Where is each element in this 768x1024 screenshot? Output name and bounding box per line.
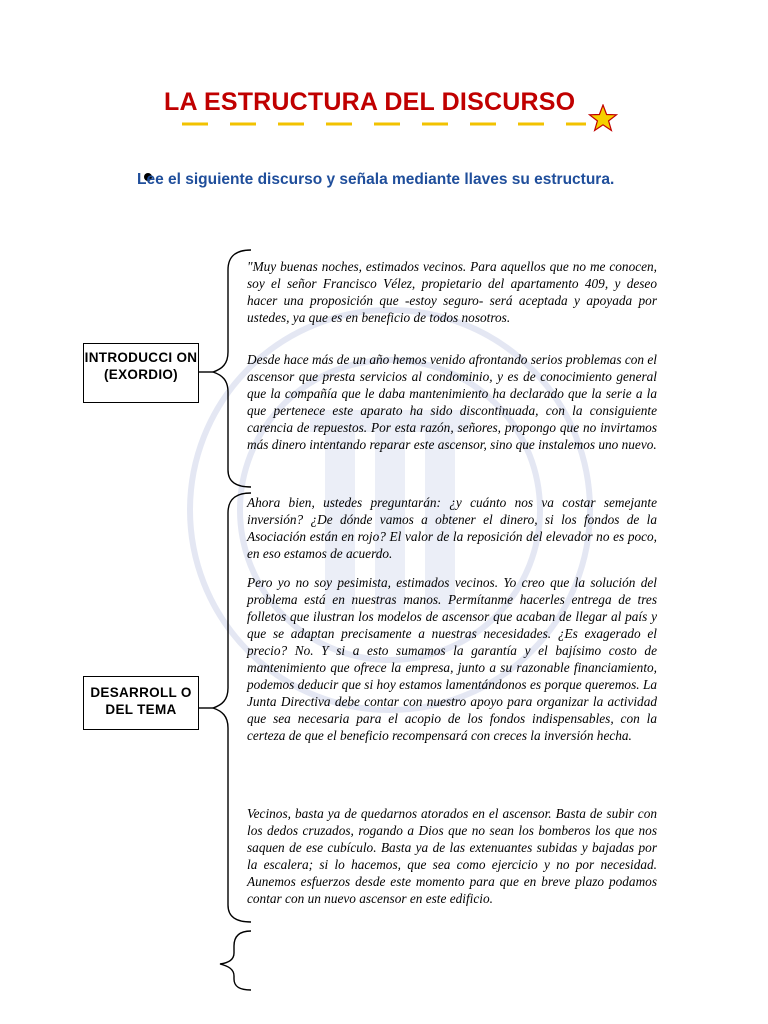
paragraph-5: Vecinos, basta ya de quedarnos atorados en el ascensor. Basta de subir con los dedos cruzados, rogando a Dios que no sean los bomberos los que nos saquen de ese cubículo. Basta ya de las extenuantes subidas y bajadas por la escalera; si lo hacemos, que sea como ejercicio y no por necesidad. Aunemos esfuerzos desde este momento para que en breve plazo podamos contar con un nuevo ascensor en este edificio. — [247, 806, 657, 906]
page-title: LA ESTRUCTURA DEL DISCURSO — [164, 88, 576, 116]
brace-introduccion — [213, 250, 251, 487]
label-desarrollo: DESARROLL O DEL TEMA — [83, 676, 199, 730]
brace-conclusion — [220, 931, 251, 990]
instruction-text: Lee el siguiente discurso y señala mediante llaves su estructura. — [137, 171, 615, 188]
label-introduccion: INTRODUCCI ON (EXORDIO) — [83, 343, 199, 403]
paragraph-4: Pero yo no soy pesimista, estimados vecinos. Yo creo que la solución del problema está en nuestras manos. Permítanme hacerles entrega de tres folletos que ilustran los modelos de ascensor que acaban de llegar al país y que se adaptan precisamente a nuestras necesidades. ¿Es exagerado el precio? No. Y si a esto sumamos la garantía y el bajísimo costo de mantenimiento que ofrece la empresa, junto a su razonable financiamiento, podemos deducir que si hoy estamos lamentándonos es porque queremos. La Junta Directiva debe contar con nuestro apoyo para organizar la actividad que sea necesaria para el acopio de los fondos indispensables, con la certeza de que el beneficio recompensará con creces la inversión hecha. — [247, 575, 657, 743]
paragraph-2: Desde hace más de un año hemos venido afrontando serios problemas con el ascensor que presta servicios al condominio, y es de conocimiento general que la compañía que le daba mantenimiento ha declarado que la serie a la que pertenece este aparato ha sido discontinuada, con la consiguiente carencia de repuestos. Por esta razón, señores, propongo que no invirtamos más dinero intentando reparar este ascensor, sino que instalemos uno nuevo. — [247, 352, 657, 452]
brace-desarrollo — [213, 493, 251, 922]
paragraph-1: "Muy buenas noches, estimados vecinos. Para aquellos que no me conocen, soy el señor Francisco Vélez, propietario del apartamento 409, y deseo hacer una proposición que -estoy seguro- será aceptada y apoyada por ustedes, ya que es en beneficio de todos nosotros. — [247, 259, 657, 325]
paragraph-3: Ahora bien, ustedes preguntarán: ¿y cuánto nos va costar semejante inversión? ¿De dónde vamos a obtener el dinero, si los fondos de la Asociación están en rojo? El valor de la reposición del elevador no es poco, en eso estamos de acuerdo. — [247, 495, 657, 561]
